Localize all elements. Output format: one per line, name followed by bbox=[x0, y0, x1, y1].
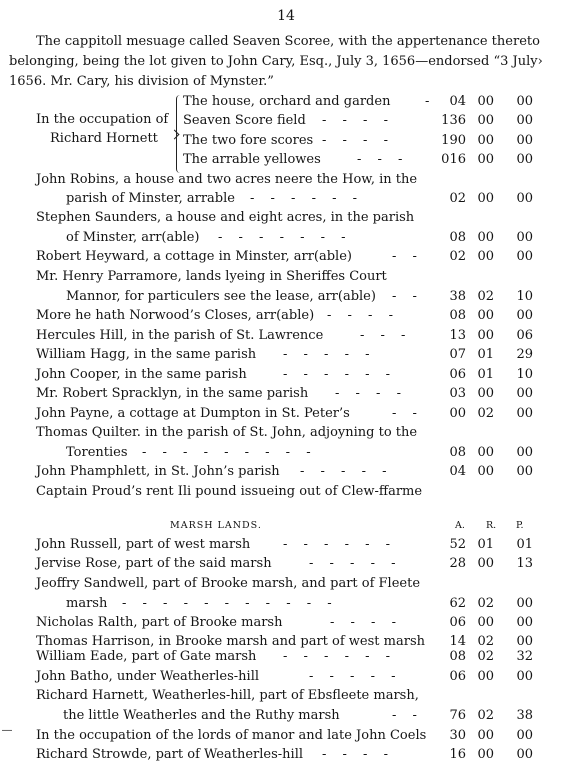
acres-value: 136 bbox=[441, 113, 466, 128]
leader-dashes: - - - - - - - bbox=[218, 230, 352, 245]
entry-text: Richard Harnett, Weatherles-hill, part of Ebsfleete marsh, bbox=[36, 688, 419, 703]
acres-value: 02 bbox=[449, 249, 466, 264]
item-text: The arrable yellowes bbox=[183, 152, 321, 167]
roods-value: 00 bbox=[477, 464, 494, 479]
occupation-item bbox=[0, 150, 572, 170]
leader-dashes: - - - - - - bbox=[283, 537, 397, 552]
roods-value: 02 bbox=[477, 649, 494, 664]
acres-value: 08 bbox=[449, 230, 466, 245]
entry-text: Thomas Harrison, in Brooke marsh and part of west marsh bbox=[36, 634, 425, 649]
roods-value: 00 bbox=[477, 230, 494, 245]
acres-value: 76 bbox=[449, 708, 466, 723]
entry-text: William Hagg, in the same parish bbox=[36, 347, 257, 362]
entry-text: Hercules Hill, in the parish of St. Lawrence bbox=[36, 328, 324, 343]
table-row bbox=[0, 726, 572, 746]
table-row bbox=[0, 667, 572, 687]
margin-mark: ― bbox=[2, 725, 12, 736]
roods-value: 00 bbox=[477, 113, 494, 128]
item-text: Seaven Score field bbox=[183, 113, 306, 128]
acres-value: 00 bbox=[449, 406, 466, 421]
roods-value: 00 bbox=[477, 728, 494, 743]
entry-text: More he hath Norwood’s Closes, arr(able) bbox=[36, 308, 315, 323]
roods-value: 00 bbox=[477, 445, 494, 460]
list-item bbox=[0, 423, 572, 443]
table-row bbox=[0, 535, 572, 555]
entry-text: Mr. Henry Parramore, lands lyeing in Sheriffes Court bbox=[36, 269, 387, 284]
entry-text: Jeoffry Sandwell, part of Brooke marsh, and part of Fleete bbox=[36, 576, 421, 591]
list-item bbox=[0, 306, 572, 326]
roods-value: 02 bbox=[477, 406, 494, 421]
list-item bbox=[0, 345, 572, 365]
table-row-continuation bbox=[0, 594, 572, 614]
entry-text: John Batho, under Weatherles-hill bbox=[36, 669, 260, 684]
leader-dashes: - - - - bbox=[322, 133, 394, 148]
leader-dashes: - - bbox=[392, 406, 423, 421]
entry-text: Captain Proud’s rent Ili pound issueing out of Clew-ffarme bbox=[36, 484, 423, 499]
entry-text: John Russell, part of west marsh bbox=[36, 537, 251, 552]
perches-value: 32 bbox=[516, 649, 533, 664]
intro-line: belonging, being the lot given to John Cary, Esq., July 3, 1656—endorsed “3 July› bbox=[9, 54, 543, 69]
table-row bbox=[0, 574, 572, 594]
perches-value: 00 bbox=[516, 445, 533, 460]
entry-text: In the occupation of the lords of manor and late John Coels bbox=[36, 728, 427, 743]
leader-dashes: - - - - bbox=[322, 113, 394, 128]
list-item-continuation bbox=[0, 287, 572, 307]
leader-dashes: - - - - - - bbox=[250, 191, 364, 206]
table-row bbox=[0, 647, 572, 667]
column-header-roods: R. bbox=[486, 520, 497, 531]
entry-text: Stephen Saunders, a house and eight acres, in the parish bbox=[36, 210, 415, 225]
acres-value: 06 bbox=[449, 615, 466, 630]
acres-value: 016 bbox=[441, 152, 466, 167]
roods-value: 02 bbox=[477, 289, 494, 304]
occupation-label: In the occupation of bbox=[36, 112, 169, 127]
perches-value: 00 bbox=[516, 615, 533, 630]
table-row bbox=[0, 613, 572, 633]
roods-value: 02 bbox=[477, 596, 494, 611]
list-item bbox=[0, 208, 572, 228]
list-item bbox=[0, 170, 572, 190]
entry-text: Jervise Rose, part of the said marsh bbox=[36, 556, 272, 571]
roods-value: 00 bbox=[477, 328, 494, 343]
perches-value: 00 bbox=[516, 133, 533, 148]
perches-value: 29 bbox=[516, 347, 533, 362]
leader-dashes: - - - - bbox=[335, 386, 407, 401]
leader-dashes: - - bbox=[392, 289, 423, 304]
acres-value: 04 bbox=[449, 94, 466, 109]
entry-text: John Robins, a house and two acres neere the How, in the bbox=[36, 172, 418, 187]
roods-value: 00 bbox=[477, 556, 494, 571]
perches-value: 13 bbox=[516, 556, 533, 571]
perches-value: 00 bbox=[516, 191, 533, 206]
acres-value: 04 bbox=[449, 464, 466, 479]
roods-value: 00 bbox=[477, 615, 494, 630]
perches-value: 00 bbox=[516, 464, 533, 479]
table-row bbox=[0, 745, 572, 765]
roods-value: 00 bbox=[477, 249, 494, 264]
leader-dashes: - - - bbox=[357, 152, 409, 167]
perches-value: 00 bbox=[516, 634, 533, 649]
list-item bbox=[0, 267, 572, 287]
entry-text: the little Weatherles and the Ruthy marsh bbox=[63, 708, 340, 723]
list-item bbox=[0, 384, 572, 404]
entry-text: Nicholas Ralth, part of Brooke marsh bbox=[36, 615, 283, 630]
perches-value: 38 bbox=[516, 708, 533, 723]
perches-value: 00 bbox=[516, 94, 533, 109]
entry-text: parish of Minster, arrable bbox=[66, 191, 235, 206]
entry-text: John Cooper, in the same parish bbox=[36, 367, 247, 382]
leader-dashes: - - - - - - - - - bbox=[142, 445, 317, 460]
roods-value: 01 bbox=[477, 367, 494, 382]
list-item bbox=[0, 482, 572, 502]
leader-dashes: - - - - - - - - - - - bbox=[122, 596, 338, 611]
perches-value: 10 bbox=[516, 289, 533, 304]
leader-dashes: - - - - - - bbox=[283, 367, 397, 382]
perches-value: 00 bbox=[516, 728, 533, 743]
list-item bbox=[0, 404, 572, 424]
leader-dashes: - - - - - bbox=[309, 556, 402, 571]
entry-text: Mannor, for particulers see the lease, arr(able) bbox=[66, 289, 376, 304]
perches-value: 00 bbox=[516, 152, 533, 167]
occupation-label: Richard Hornett bbox=[50, 131, 158, 146]
item-text: The two fore scores bbox=[183, 133, 314, 148]
roods-value: 00 bbox=[477, 191, 494, 206]
perches-value: 00 bbox=[516, 669, 533, 684]
list-item-continuation bbox=[0, 443, 572, 463]
leader-dashes: - - - - - bbox=[283, 347, 376, 362]
acres-value: 38 bbox=[449, 289, 466, 304]
entry-text: Torenties bbox=[66, 445, 128, 460]
acres-value: 14 bbox=[449, 634, 466, 649]
item-text: The house, orchard and garden bbox=[183, 94, 391, 109]
intro-line: The cappitoll mesuage called Seaven Scoree, with the appertenance thereto bbox=[36, 34, 540, 49]
acres-value: 08 bbox=[449, 649, 466, 664]
leader-dashes: - - - - - bbox=[309, 669, 402, 684]
list-item bbox=[0, 365, 572, 385]
entry-text: William Eade, part of Gate marsh bbox=[36, 649, 257, 664]
acres-value: 07 bbox=[449, 347, 466, 362]
list-item bbox=[0, 326, 572, 346]
table-row-continuation bbox=[0, 706, 572, 726]
acres-value: 13 bbox=[449, 328, 466, 343]
roods-value: 01 bbox=[477, 537, 494, 552]
perches-value: 00 bbox=[516, 747, 533, 762]
perches-value: 00 bbox=[516, 249, 533, 264]
entry-text: Mr. Robert Spracklyn, in the same parish bbox=[36, 386, 309, 401]
entry-text: marsh bbox=[66, 596, 108, 611]
occupation-item bbox=[0, 111, 572, 131]
leader-dashes: - - - bbox=[360, 328, 412, 343]
roods-value: 00 bbox=[477, 94, 494, 109]
roods-value: 00 bbox=[477, 747, 494, 762]
acres-value: 30 bbox=[449, 728, 466, 743]
list-item-continuation bbox=[0, 189, 572, 209]
occupation-item bbox=[0, 131, 572, 151]
roods-value: 00 bbox=[477, 152, 494, 167]
acres-value: 02 bbox=[449, 191, 466, 206]
page-number: 14 bbox=[277, 8, 295, 24]
perches-value: 00 bbox=[516, 386, 533, 401]
section-heading: MARSH LANDS. bbox=[170, 520, 262, 531]
roods-value: 00 bbox=[477, 133, 494, 148]
acres-value: 28 bbox=[449, 556, 466, 571]
perches-value: 06 bbox=[516, 328, 533, 343]
table-row bbox=[0, 686, 572, 706]
column-header-perches: P. bbox=[516, 520, 524, 531]
leader-dashes: - - - - bbox=[330, 615, 402, 630]
entry-text: John Payne, a cottage at Dumpton in St. Peter’s bbox=[36, 406, 350, 421]
entry-text: Robert Heyward, a cottage in Minster, arr(able) bbox=[36, 249, 352, 264]
acres-value: 190 bbox=[441, 133, 466, 148]
leader-dashes: - - - - - bbox=[300, 464, 393, 479]
roods-value: 02 bbox=[477, 708, 494, 723]
leader-dashes: - bbox=[425, 94, 436, 109]
roods-value: 00 bbox=[477, 308, 494, 323]
perches-value: 00 bbox=[516, 406, 533, 421]
acres-value: 08 bbox=[449, 445, 466, 460]
leader-dashes: - - - - bbox=[327, 308, 399, 323]
list-item bbox=[0, 462, 572, 482]
occupation-item bbox=[0, 92, 572, 112]
leader-dashes: - - - - bbox=[322, 747, 394, 762]
acres-value: 08 bbox=[449, 308, 466, 323]
leader-dashes: - - - - - - bbox=[283, 649, 397, 664]
leader-dashes: - - bbox=[392, 708, 423, 723]
entry-text: John Phamphlett, in St. John’s parish bbox=[36, 464, 280, 479]
entry-text: of Minster, arr(able) bbox=[66, 230, 200, 245]
acres-value: 16 bbox=[449, 747, 466, 762]
list-item-continuation bbox=[0, 228, 572, 248]
perches-value: 00 bbox=[516, 308, 533, 323]
perches-value: 00 bbox=[516, 230, 533, 245]
leader-dashes: - - bbox=[392, 249, 423, 264]
perches-value: 00 bbox=[516, 113, 533, 128]
list-item bbox=[0, 247, 572, 267]
acres-value: 06 bbox=[449, 367, 466, 382]
intro-line: 1656. Mr. Cary, his division of Mynster.” bbox=[9, 74, 274, 89]
table-row bbox=[0, 554, 572, 574]
entry-text: Richard Strowde, part of Weatherles-hill bbox=[36, 747, 304, 762]
entry-text: Thomas Quilter. in the parish of St. John, adjoyning to the bbox=[36, 425, 418, 440]
roods-value: 01 bbox=[477, 347, 494, 362]
acres-value: 52 bbox=[449, 537, 466, 552]
roods-value: 00 bbox=[477, 386, 494, 401]
perches-value: 01 bbox=[516, 537, 533, 552]
roods-value: 02 bbox=[477, 634, 494, 649]
roods-value: 00 bbox=[477, 669, 494, 684]
acres-value: 06 bbox=[449, 669, 466, 684]
acres-value: 03 bbox=[449, 386, 466, 401]
perches-value: 00 bbox=[516, 596, 533, 611]
column-header-acres: A. bbox=[455, 520, 465, 531]
acres-value: 62 bbox=[449, 596, 466, 611]
perches-value: 10 bbox=[516, 367, 533, 382]
